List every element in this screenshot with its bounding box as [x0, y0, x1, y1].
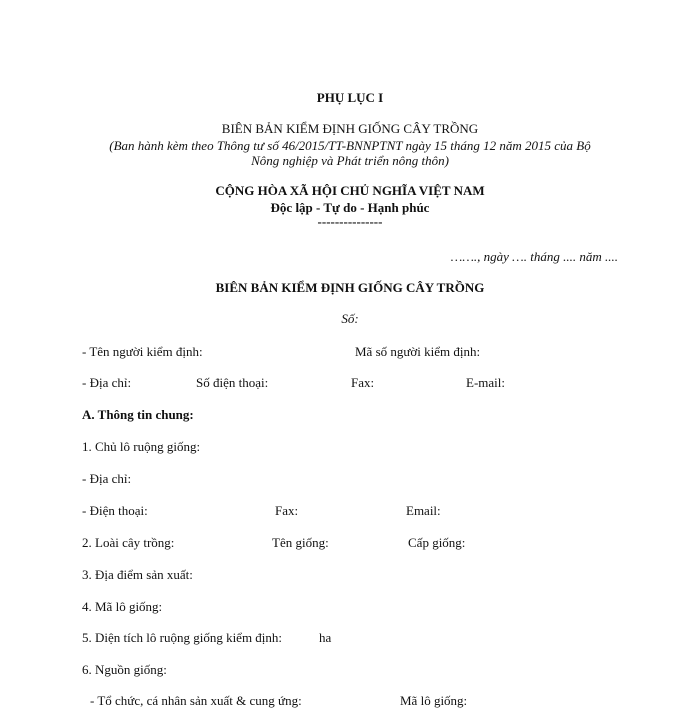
lot-number-label: Mã lô giống:: [400, 693, 468, 708]
inspector-email-label: E-mail:: [466, 375, 505, 390]
inspector-name-label: - Tên người kiểm định:: [82, 344, 203, 359]
source-label: 6. Nguồn giống:: [82, 662, 167, 677]
appendix-label: PHỤ LỤC I: [316, 90, 384, 105]
owner-phone-label: - Điện thoại:: [82, 503, 148, 518]
owner-label: 1. Chủ lô ruộng giống:: [82, 439, 201, 454]
national-motto: Độc lập - Tự do - Hạnh phúc: [270, 200, 430, 215]
area-unit: ha: [319, 630, 332, 645]
inspector-fax-label: Fax:: [351, 375, 375, 390]
location-label: 3. Địa điểm sản xuất:: [82, 567, 193, 582]
inspector-code-label: Mã số người kiểm định:: [355, 344, 481, 359]
species-label: 2. Loài cây trồng:: [82, 535, 175, 550]
document-title: BIÊN BẢN KIỂM ĐỊNH GIỐNG CÂY TRỒNG: [215, 280, 485, 295]
section-a-heading: A. Thông tin chung:: [82, 407, 194, 422]
document-number-label: Số:: [341, 311, 359, 326]
lot-code-label: 4. Mã lô giống:: [82, 599, 163, 614]
issued-note-line-2: Nông nghiệp và Phát triển nông thôn): [251, 153, 449, 168]
owner-email-label: Email:: [406, 503, 441, 518]
issued-note-line-1: (Ban hành kèm theo Thông tư số 46/2015/TT-BNNPTNT ngày 15 tháng 12 năm 2015 của Bộ: [109, 138, 591, 153]
form-title: BIÊN BẢN KIỂM ĐỊNH GIỐNG CÂY TRỒNG: [221, 121, 479, 136]
owner-fax-label: Fax:: [275, 503, 299, 518]
date-line: ……., ngày …. tháng .... năm ....: [450, 249, 618, 264]
motto-divider: ---------------: [317, 214, 383, 229]
owner-address-label: - Địa chỉ:: [82, 471, 132, 486]
grade-label: Cấp giống:: [408, 535, 466, 550]
inspector-phone-label: Số điện thoại:: [196, 375, 269, 390]
provider-label: - Tổ chức, cá nhân sản xuất & cung ứng:: [90, 693, 302, 708]
area-label: 5. Diện tích lô ruộng giống kiểm định:: [82, 630, 283, 645]
country-name: CỘNG HÒA XÃ HỘI CHỦ NGHĨA VIỆT NAM: [215, 183, 485, 198]
variety-label: Tên giống:: [272, 535, 329, 550]
inspector-address-label: - Địa chỉ:: [82, 375, 132, 390]
